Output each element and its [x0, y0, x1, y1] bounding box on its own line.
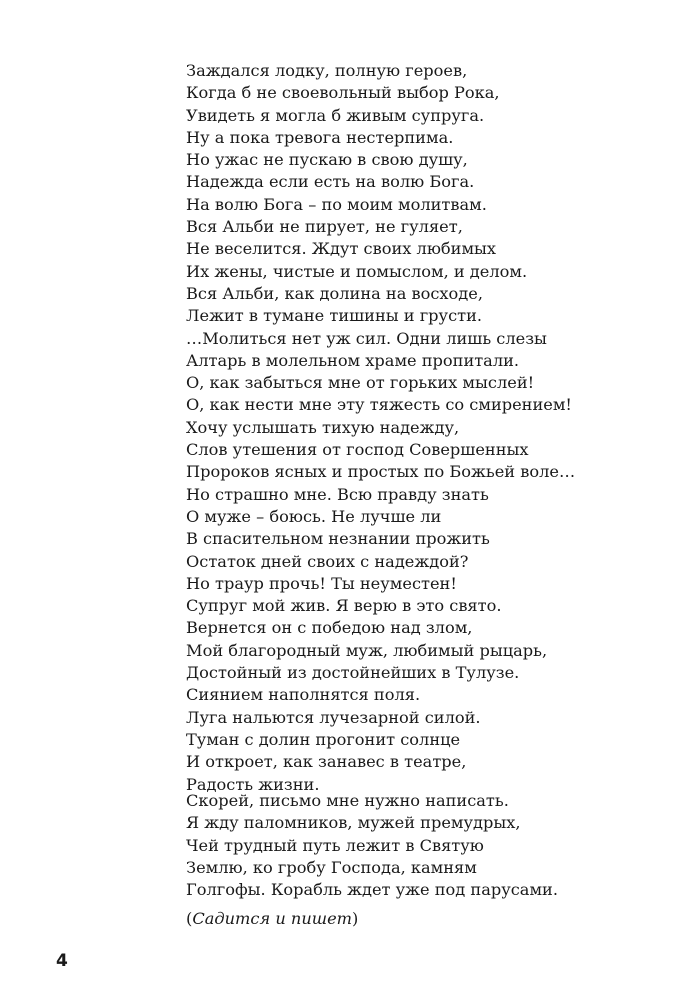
poem-line: Чей трудный путь лежит в Святую — [186, 835, 484, 855]
poem-line: Увидеть я могла б живым супруга. — [186, 105, 485, 125]
poem-line: Ну а пока тревога нестерпима. — [186, 127, 454, 147]
poem-line: Заждался лодку, полную героев, — [186, 61, 468, 80]
poem-line: Вернется он с победою над злом, — [186, 618, 473, 638]
poem-line: Не веселится. Ждут своих любимых — [186, 239, 497, 259]
poem-line: О муже – боюсь. Не лучше ли — [186, 506, 442, 526]
poem-line: О, как нести мне эту тяжесть со смирением! — [186, 395, 572, 415]
poem-line: Голгофы. Корабль ждет уже под парусами. — [186, 880, 558, 900]
poem-line: И откроет, как занавес в театре, — [186, 752, 467, 772]
poem-stanza-2 — [186, 790, 558, 901]
poem-line: Но траур прочь! Ты неуместен! — [186, 573, 457, 593]
poem-line: Вся Альби не пирует, не гуляет, — [186, 217, 463, 237]
poem-line: Достойный из достойнейших в Тулузе. — [186, 663, 520, 683]
poem-line: Пророков ясных и простых по Божьей воле… — [186, 462, 576, 482]
poem-stanza-1 — [186, 60, 575, 796]
stage-direction-text: Садится и пишет — [192, 909, 353, 928]
poem-line: Туман с долин прогонит солнце — [186, 729, 461, 749]
poem-line: Хочу услышать тихую надежду, — [186, 417, 460, 437]
poem-line: Луга нальются лучезарной силой. — [186, 707, 481, 727]
poem-line: Надежда если есть на волю Бога. — [186, 172, 475, 192]
poem-line: Мой благородный муж, любимый рыцарь, — [186, 640, 548, 660]
poem-line: Радость жизни. — [186, 774, 320, 794]
stage-direction-open: ( — [186, 909, 193, 928]
poem-line: Я жду паломников, мужей премудрых, — [186, 813, 521, 833]
poem-line: Слов утешения от господ Совершенных — [186, 440, 529, 460]
poem-line: В спасительном незнании прожить — [186, 529, 490, 549]
poem-line: Лежит в тумане тишины и грусти. — [186, 306, 483, 326]
poem-line: Но ужас не пускаю в свою душу, — [186, 150, 468, 170]
poem-line: Вся Альби, как долина на восходе, — [186, 283, 483, 303]
poem-line: …Молиться нет уж сил. Одни лишь слезы — [186, 328, 547, 348]
page-number: 4 — [56, 951, 68, 971]
poem-line: Алтарь в молельном храме пропитали. — [186, 350, 520, 370]
poem-line: Супруг мой жив. Я верю в это свято. — [186, 596, 502, 616]
stage-direction — [186, 908, 358, 930]
poem-line: На волю Бога – по моим молитвам. — [186, 194, 487, 214]
poem-line: Сиянием наполнятся поля. — [186, 685, 421, 705]
poem-line: Когда б не своевольный выбор Рока, — [186, 83, 500, 103]
poem-line: Землю, ко гробу Господа, камням — [186, 857, 477, 877]
stage-direction-close: ) — [352, 909, 359, 928]
poem-line: Скорей, письмо мне нужно написать. — [186, 791, 509, 810]
poem-line: О, как забыться мне от горьких мыслей! — [186, 373, 535, 393]
poem-line: Остаток дней своих с надеждой? — [186, 551, 469, 571]
poem-line: Их жены, чистые и помыслом, и делом. — [186, 261, 528, 281]
poem-line: Но страшно мне. Всю правду знать — [186, 484, 489, 504]
